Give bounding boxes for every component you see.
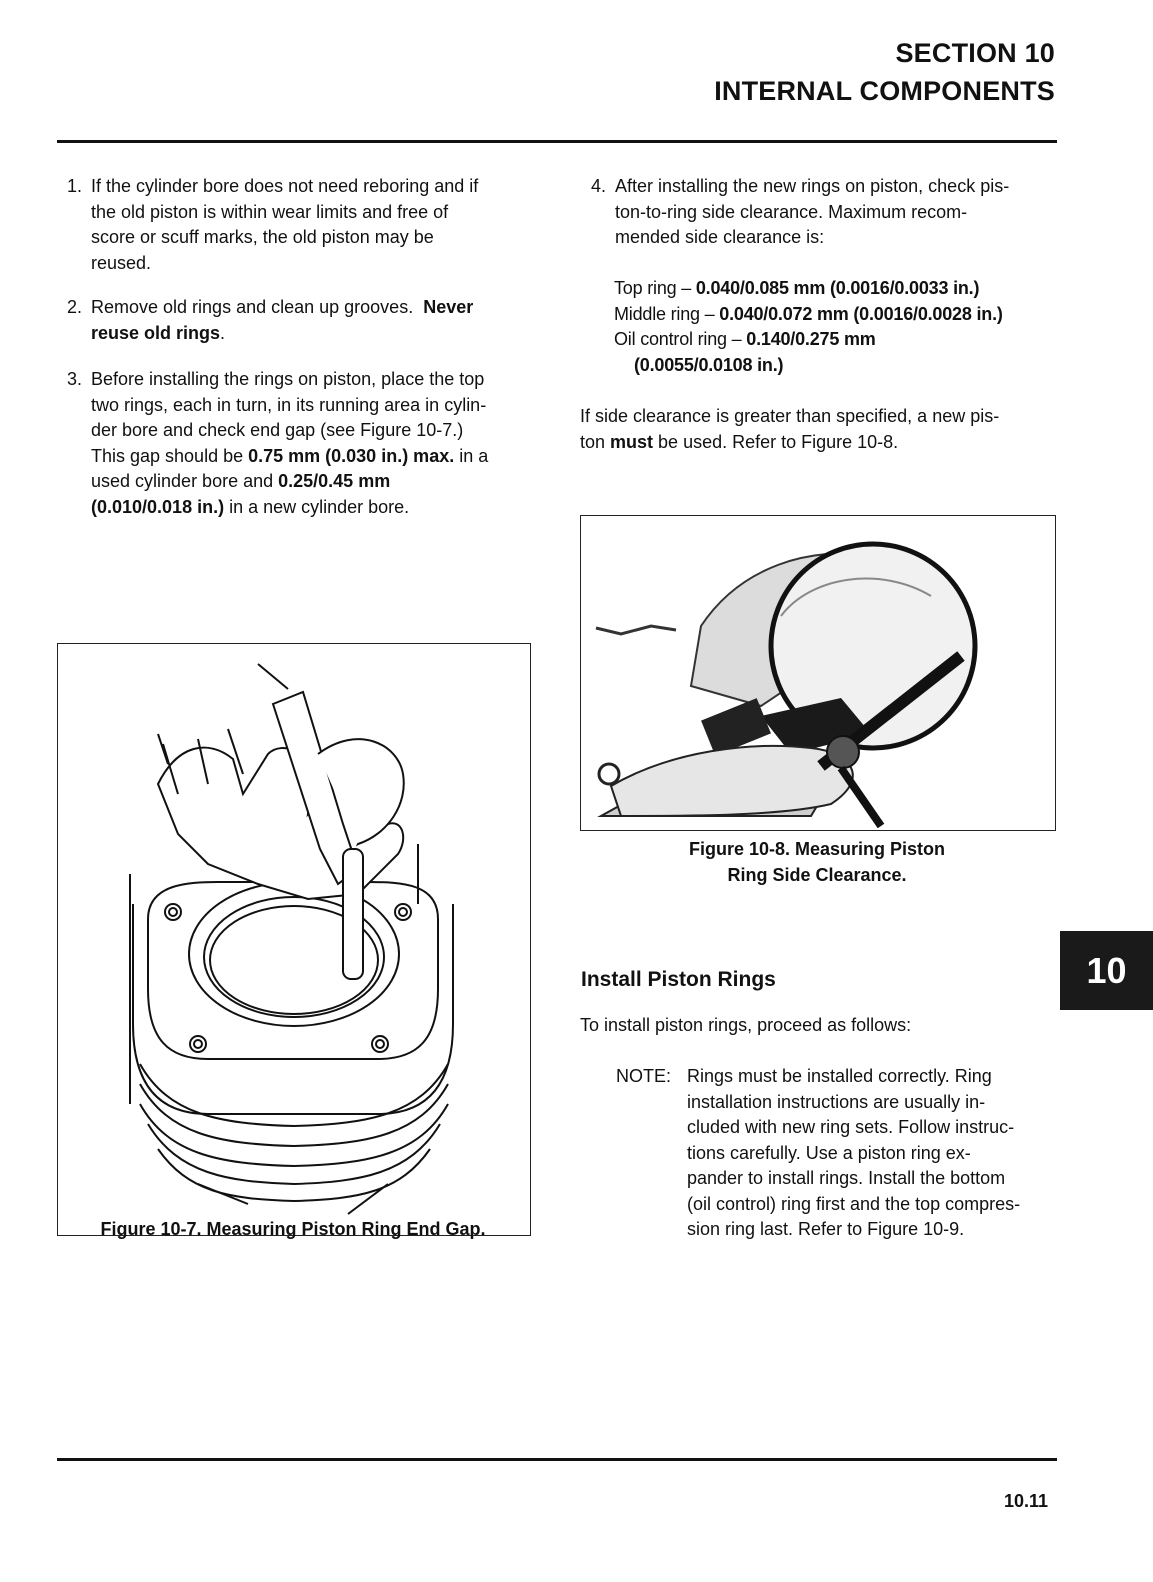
emphasis: (0.010/0.018 in.) xyxy=(91,496,225,517)
caption-line: Ring Side Clearance. xyxy=(727,865,907,885)
text-line xyxy=(580,430,1050,456)
text-line: ton-to-ring side clearance. Maximum recom- xyxy=(615,201,968,222)
text-line: Rings must be installed correctly. Ring xyxy=(687,1066,992,1086)
figure-10-7 xyxy=(57,643,531,1236)
text-line xyxy=(91,495,488,521)
text-span: in a xyxy=(454,445,489,466)
text-span: Remove old rings and clean up grooves. xyxy=(91,297,424,317)
emphasis: 0.75 mm (0.030 in.) max. xyxy=(248,445,455,466)
text-span: ton xyxy=(580,431,611,452)
text-line: the old piston is within wear limits and free of xyxy=(91,201,449,222)
spec-value: 0.040/0.085 mm (0.0016/0.0033 in.) xyxy=(695,278,980,298)
text-line xyxy=(91,295,473,321)
section-tab: 10 xyxy=(1060,931,1153,1010)
spec-label: Oil control ring – xyxy=(614,329,747,349)
step-number: 3. xyxy=(67,369,83,389)
install-intro: To install piston rings, proceed as follows: xyxy=(580,1015,912,1035)
ring-end-gap-illustration xyxy=(58,644,530,1235)
clearance-specs xyxy=(614,276,1064,378)
caption-line: Figure 10-7. Measuring Piston Ring End Gap. xyxy=(100,1219,486,1239)
step-number: 4. xyxy=(591,176,607,196)
section-number: SECTION 10 xyxy=(895,38,1055,68)
text-line: installation instructions are usually in- xyxy=(687,1091,986,1112)
text-line: tions carefully. Use a piston ring ex- xyxy=(687,1142,971,1163)
text-line: If side clearance is greater than specified, a new pis- xyxy=(580,406,1000,426)
step-text xyxy=(91,295,473,346)
section-title: INTERNAL COMPONENTS xyxy=(714,76,1055,106)
figure-10-8-caption xyxy=(580,836,1054,888)
spec-top-ring xyxy=(614,276,1064,302)
text-line: two rings, each in turn, in its running area in cylin- xyxy=(91,394,487,415)
note-label: NOTE: xyxy=(616,1066,672,1086)
spec-value: 0.040/0.072 mm (0.0016/0.0028 in.) xyxy=(719,303,1003,324)
text-span: This gap should be xyxy=(91,445,249,466)
caption-line: Figure 10-8. Measuring Piston xyxy=(688,839,946,859)
step-text xyxy=(91,367,488,520)
text-line: der bore and check end gap (see Figure 10-7.) xyxy=(91,420,464,440)
text-span: be used. Refer to Figure 10-8. xyxy=(653,431,899,452)
bottom-rule xyxy=(57,1458,1057,1461)
step-number: 1. xyxy=(67,176,83,196)
emphasis: 0.25/0.45 mm xyxy=(278,471,391,491)
section-header xyxy=(714,34,1055,110)
spec-label: Middle ring – xyxy=(614,303,720,324)
text-line: sion ring last. Refer to Figure 10-9. xyxy=(687,1219,965,1239)
text-span: . xyxy=(220,322,226,343)
spec-middle-ring xyxy=(614,302,1064,328)
text-line xyxy=(91,321,473,347)
text-line: After installing the new rings on piston, check pis- xyxy=(615,176,1010,196)
step-text xyxy=(615,174,1009,251)
step-text xyxy=(91,174,478,276)
clearance-note xyxy=(580,404,1050,455)
spec-label: Top ring – xyxy=(614,278,696,298)
text-line xyxy=(91,444,488,470)
text-line: pander to install rings. Install the bottom xyxy=(687,1168,1006,1188)
text-line: If the cylinder bore does not need reboring and if xyxy=(91,176,479,196)
figure-10-8 xyxy=(580,515,1056,831)
page-number: 10.11 xyxy=(1004,1491,1049,1511)
spec-oil-ring xyxy=(614,327,1064,353)
figure-10-7-caption xyxy=(57,1216,529,1242)
spec-oil-ring-cont xyxy=(614,353,1064,379)
emphasis: must xyxy=(610,431,654,452)
install-heading: Install Piston Rings xyxy=(581,968,776,991)
text-line: Before installing the rings on piston, place the top xyxy=(91,369,485,389)
text-line: score or scuff marks, the old piston may be xyxy=(91,227,434,247)
emphasis: reuse old rings xyxy=(91,322,221,343)
text-line xyxy=(91,469,488,495)
text-span: used cylinder bore and xyxy=(91,471,279,491)
text-line: reused. xyxy=(91,252,152,273)
note-text xyxy=(687,1064,1057,1243)
step-number: 2. xyxy=(67,297,83,317)
top-rule xyxy=(57,140,1057,143)
text-line: mended side clearance is: xyxy=(615,227,825,247)
text-line: (oil control) ring first and the top compres- xyxy=(687,1193,1021,1214)
text-span: in a new cylinder bore. xyxy=(224,496,410,517)
spec-value: 0.140/0.275 mm xyxy=(746,329,876,349)
spec-value: (0.0055/0.0108 in.) xyxy=(634,354,784,375)
piston-measurement-illustration xyxy=(581,516,1055,830)
text-line: cluded with new ring sets. Follow instruc- xyxy=(687,1117,1015,1137)
emphasis: Never xyxy=(423,297,474,317)
